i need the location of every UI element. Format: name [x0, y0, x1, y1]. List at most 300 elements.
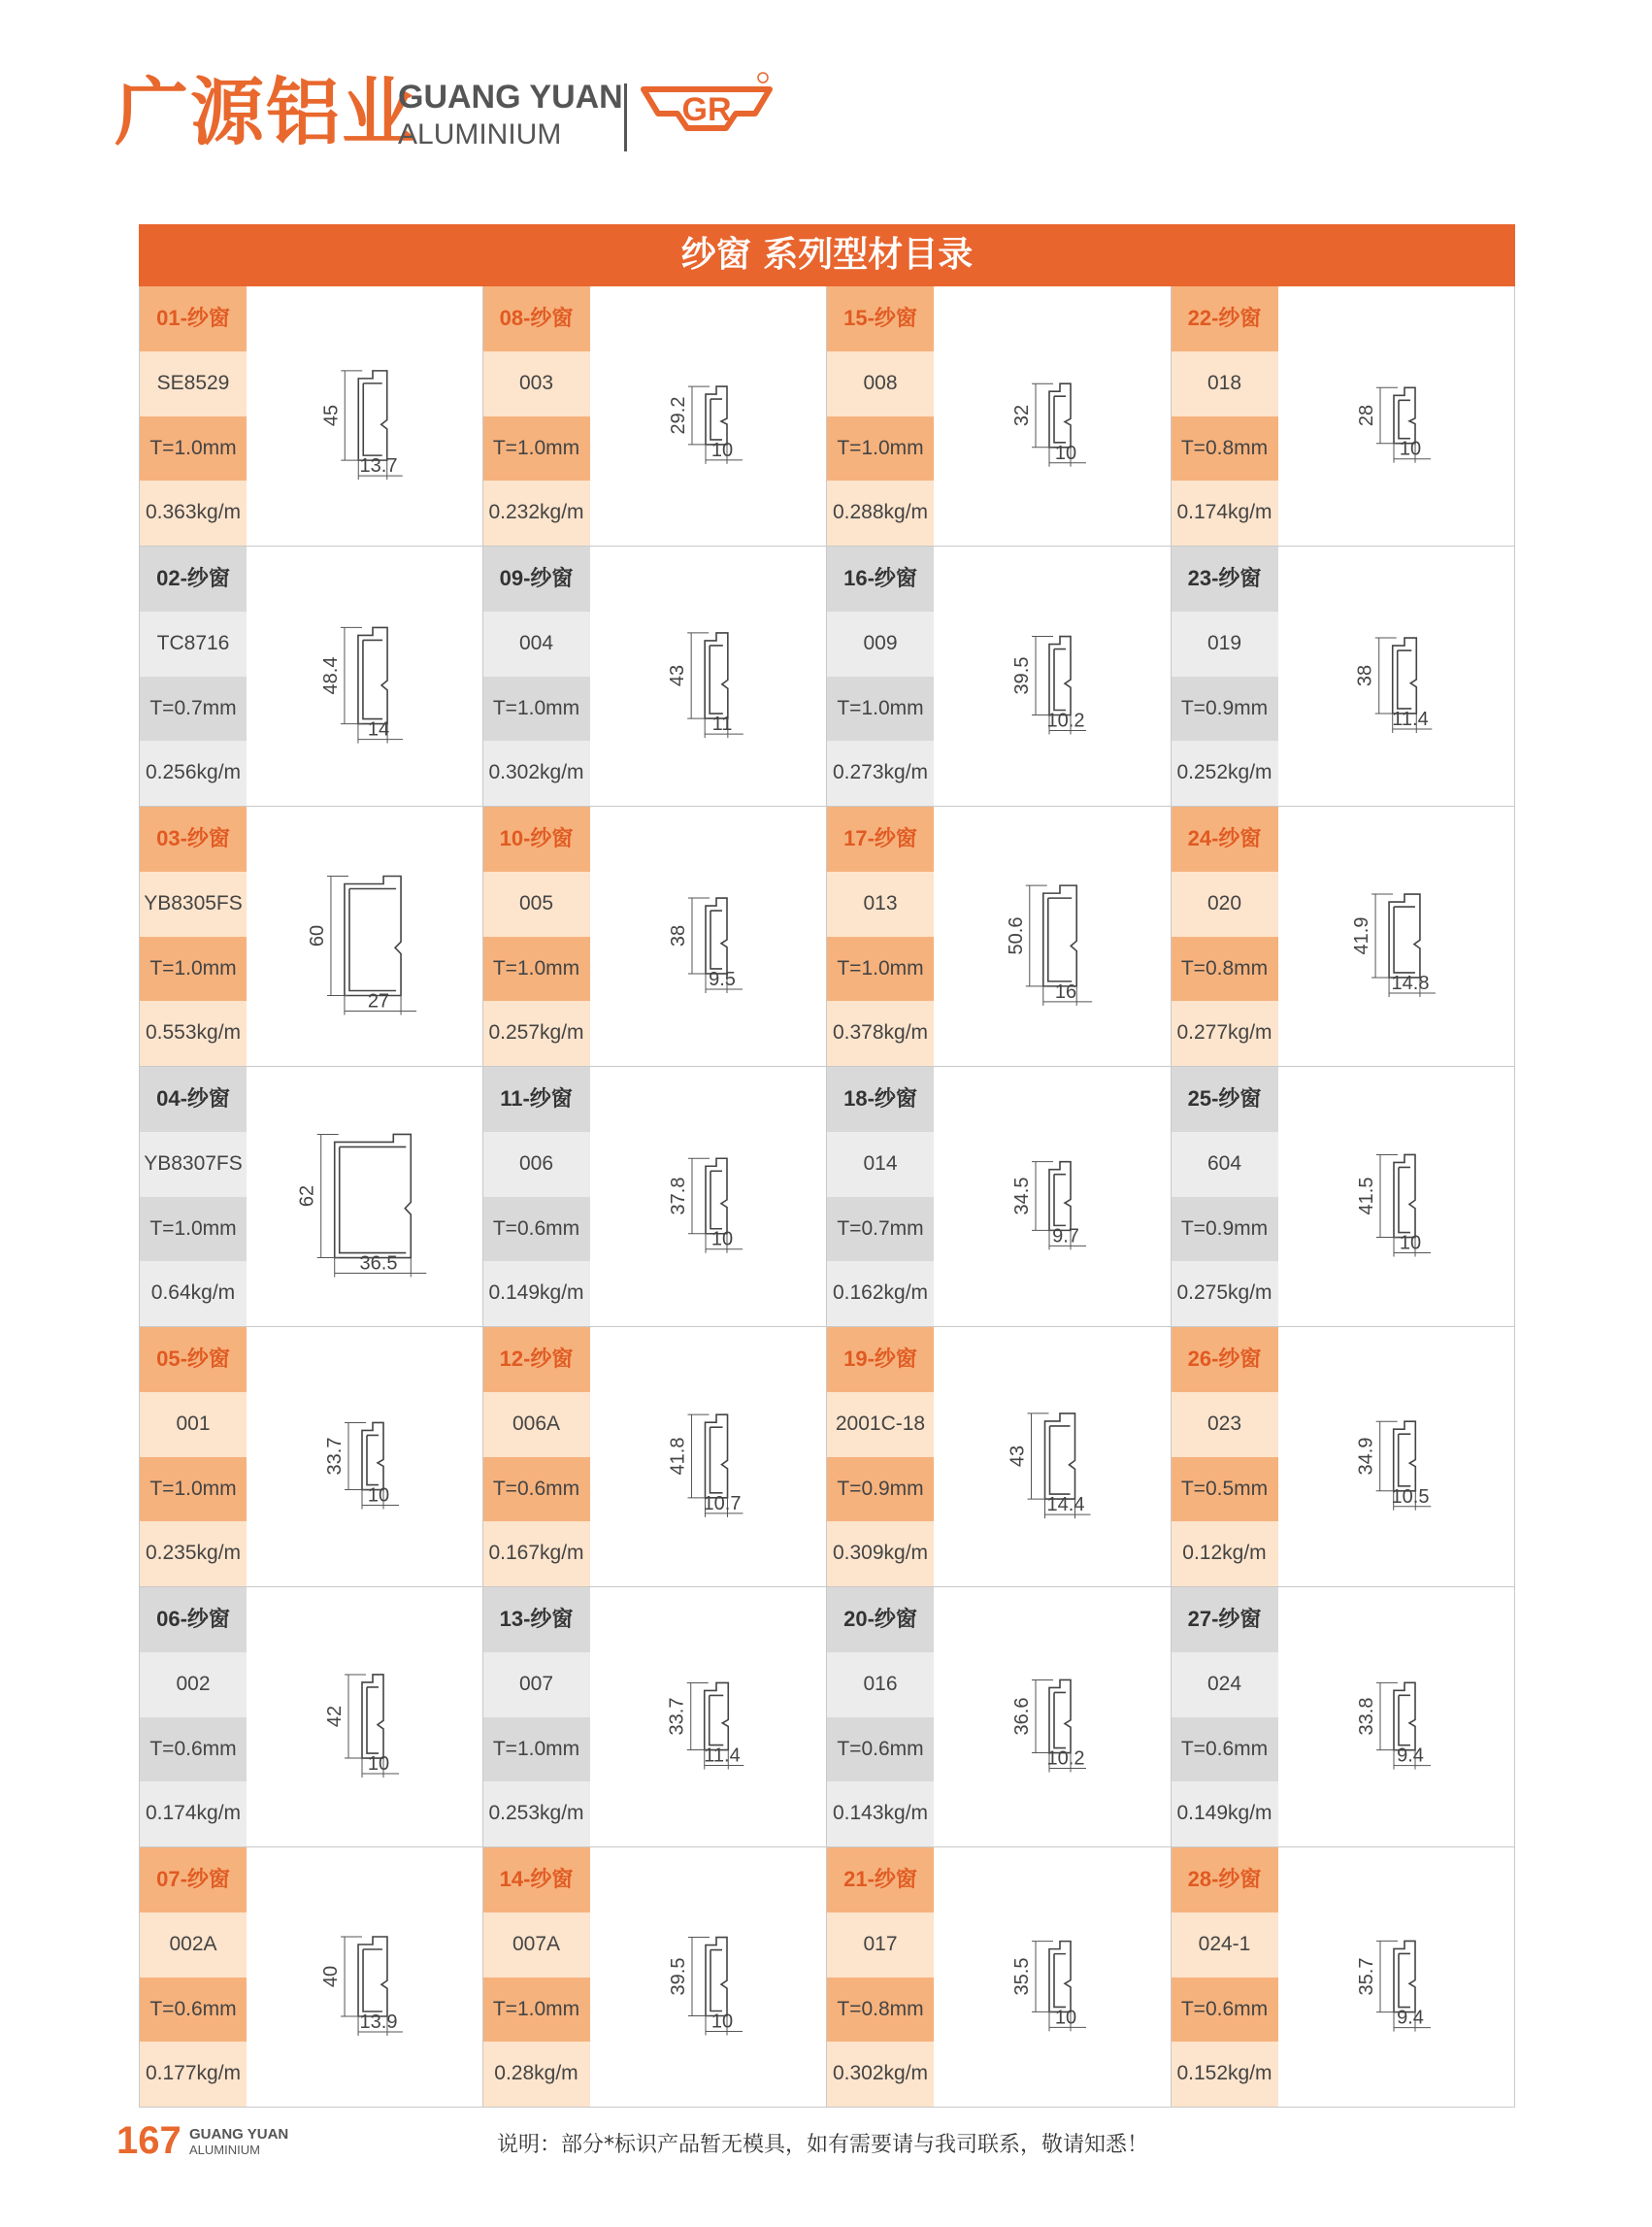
profile-cell	[827, 286, 1172, 547]
height-dimension-label: 41.9	[1350, 916, 1372, 955]
height-dimension-label: 60	[306, 924, 328, 947]
profile-section-diagram	[247, 807, 483, 1066]
profile-weight: 0.149kg/m	[1172, 1781, 1278, 1846]
profile-model: 002	[140, 1652, 247, 1717]
profile-section-diagram	[590, 1067, 827, 1326]
profile-section-diagram	[934, 807, 1171, 1066]
profile-outline	[1049, 1942, 1071, 2012]
profile-model: 604	[1172, 1132, 1278, 1197]
catalog-title: 纱窗 系列型材目录	[139, 224, 1515, 286]
profile-model: 006A	[483, 1392, 590, 1457]
profile-cell	[483, 1847, 828, 2108]
profile-weight: 0.64kg/m	[140, 1261, 247, 1326]
width-dimension-label: 10.2	[1046, 710, 1085, 732]
width-dimension-label: 10	[710, 1228, 733, 1250]
profile-section-diagram	[247, 1847, 483, 2107]
profile-code: 01-纱窗	[140, 286, 247, 351]
profile-outline	[1394, 1682, 1415, 1749]
profile-thickness: T=1.0mm	[140, 937, 247, 1002]
profile-section-diagram	[1278, 1067, 1515, 1326]
profile-thickness: T=0.6mm	[483, 1197, 590, 1262]
profile-cell	[139, 1847, 483, 2108]
profile-weight: 0.275kg/m	[1172, 1261, 1278, 1326]
profile-weight: 0.12kg/m	[1172, 1521, 1278, 1586]
profile-outline	[706, 1938, 727, 2016]
profile-code: 23-纱窗	[1172, 547, 1278, 612]
profile-thickness: T=1.0mm	[827, 937, 934, 1002]
profile-thickness: T=1.0mm	[483, 677, 590, 742]
profile-drawing	[1278, 1067, 1515, 1326]
height-dimension-label: 32	[1011, 404, 1033, 427]
profile-thickness: T=0.8mm	[1172, 937, 1278, 1002]
profile-outline	[1392, 638, 1416, 714]
profile-model: 009	[827, 612, 934, 677]
profile-drawing	[1278, 1847, 1515, 2107]
profile-section-diagram	[1278, 1847, 1515, 2107]
height-dimension-label: 33.7	[666, 1697, 688, 1736]
brand-name-en-line1: GUANG YUAN	[398, 79, 623, 116]
profile-code: 20-纱窗	[827, 1587, 934, 1652]
profile-code: 17-纱窗	[827, 807, 934, 872]
height-dimension-label: 42	[324, 1705, 346, 1728]
height-dimension-label: 37.8	[667, 1177, 689, 1215]
profile-code: 28-纱窗	[1172, 1847, 1278, 1912]
profile-weight: 0.167kg/m	[483, 1521, 590, 1586]
profile-model: 003	[483, 351, 590, 416]
profile-code: 27-纱窗	[1172, 1587, 1278, 1652]
profile-outline	[335, 1134, 412, 1257]
profile-drawing	[247, 547, 483, 806]
profile-info	[1172, 1067, 1278, 1326]
profile-section-diagram	[590, 1847, 827, 2107]
profile-cell	[827, 1067, 1172, 1327]
profile-thickness: T=1.0mm	[483, 1717, 590, 1782]
profile-cell	[827, 1587, 1172, 1847]
profile-thickness: T=1.0mm	[483, 1978, 590, 2043]
profile-cell	[827, 807, 1172, 1067]
width-dimension-label: 10	[710, 439, 733, 461]
profile-outline	[1389, 894, 1420, 978]
profile-model: SE8529	[140, 351, 247, 416]
profile-weight: 0.363kg/m	[140, 481, 247, 546]
profile-weight: 0.553kg/m	[140, 1001, 247, 1066]
profile-outline	[1393, 1421, 1415, 1491]
height-dimension-label: 33.7	[324, 1437, 346, 1476]
profile-drawing	[1278, 1327, 1515, 1586]
profile-info	[1172, 1327, 1278, 1586]
width-dimension-label: 10	[1054, 2007, 1077, 2029]
width-dimension-label: 10	[710, 2011, 733, 2033]
company-logo-icon	[639, 70, 775, 157]
profile-section-diagram	[1278, 807, 1515, 1066]
profile-outline	[706, 386, 727, 445]
profile-thickness: T=0.5mm	[1172, 1457, 1278, 1522]
profile-info	[827, 807, 934, 1066]
profile-drawing	[1278, 1587, 1515, 1846]
profile-section-diagram	[590, 547, 827, 806]
profile-thickness: T=0.9mm	[1172, 677, 1278, 742]
profile-model: 005	[483, 872, 590, 937]
profile-thickness: T=0.9mm	[1172, 1197, 1278, 1262]
width-dimension-label: 11.4	[703, 1745, 741, 1767]
profile-outline	[706, 898, 727, 974]
profile-drawing	[247, 286, 483, 546]
width-dimension-label: 10	[1054, 442, 1077, 464]
profile-outline	[358, 1937, 387, 2016]
profile-thickness: T=0.7mm	[827, 1197, 934, 1262]
profile-outline	[362, 1422, 383, 1489]
profile-drawing	[934, 547, 1171, 806]
brand-name-cn: 广源铝业	[115, 69, 417, 155]
profile-code: 02-纱窗	[140, 547, 247, 612]
profile-thickness: T=0.8mm	[827, 1978, 934, 2043]
profile-info	[483, 1327, 590, 1586]
profile-info	[483, 1587, 590, 1846]
profile-info	[483, 286, 590, 546]
profile-info	[827, 547, 934, 806]
profile-info	[1172, 286, 1278, 546]
height-dimension-label: 40	[320, 1965, 343, 1988]
profile-weight: 0.273kg/m	[827, 741, 934, 806]
profile-weight: 0.162kg/m	[827, 1261, 934, 1326]
profile-cell	[1172, 547, 1516, 807]
profile-thickness: T=0.6mm	[483, 1457, 590, 1522]
profile-thickness: T=0.7mm	[140, 677, 247, 742]
profile-info	[140, 1847, 247, 2107]
profile-model: 018	[1172, 351, 1278, 416]
height-dimension-label: 34.9	[1355, 1437, 1377, 1476]
profile-drawing	[1278, 547, 1515, 806]
profile-code: 06-纱窗	[140, 1587, 247, 1652]
profile-cell	[483, 547, 828, 807]
page-header	[115, 70, 794, 157]
profile-weight: 0.378kg/m	[827, 1001, 934, 1066]
profile-drawing	[590, 1847, 827, 2107]
profile-model: 008	[827, 351, 934, 416]
profile-code: 13-纱窗	[483, 1587, 590, 1652]
profile-info	[827, 286, 934, 546]
profile-thickness: T=0.9mm	[827, 1457, 934, 1522]
profile-model: 023	[1172, 1392, 1278, 1457]
profile-section-diagram	[590, 807, 827, 1066]
profile-outline	[1045, 1413, 1075, 1499]
footer-note: 说明：部分*标识产品暂无模具，如有需要请与我司联系，敬请知悉！	[497, 2133, 1149, 2157]
profile-section-diagram	[247, 1587, 483, 1846]
width-dimension-label: 10.7	[703, 1492, 741, 1514]
profile-drawing	[247, 1587, 483, 1846]
footer-brand-line2: ALUMINIUM	[189, 2143, 260, 2157]
profile-model: 001	[140, 1392, 247, 1457]
width-dimension-label: 9.4	[1396, 1745, 1424, 1767]
profile-code: 18-纱窗	[827, 1067, 934, 1132]
profile-cell	[1172, 1847, 1516, 2108]
height-dimension-label: 29.2	[667, 396, 689, 435]
profile-drawing	[247, 807, 483, 1066]
width-dimension-label: 10.5	[1391, 1485, 1429, 1508]
profile-section-diagram	[934, 1067, 1171, 1326]
profile-outline	[1049, 383, 1071, 448]
profile-outline	[706, 1158, 727, 1233]
width-dimension-label: 36.5	[359, 1252, 398, 1275]
profile-thickness: T=0.6mm	[140, 1978, 247, 2043]
width-dimension-label: 9.4	[1396, 2007, 1424, 2029]
catalog-table	[139, 224, 1515, 2108]
profile-section-diagram	[1278, 286, 1515, 546]
profile-code: 25-纱窗	[1172, 1067, 1278, 1132]
profile-weight: 0.252kg/m	[1172, 741, 1278, 806]
profile-drawing	[247, 1067, 483, 1326]
profile-drawing	[1278, 286, 1515, 546]
profile-info	[140, 286, 247, 546]
height-dimension-label: 39.5	[1011, 656, 1033, 695]
profile-section-diagram	[934, 286, 1171, 546]
profile-model: 016	[827, 1652, 934, 1717]
profile-model: 2001C-18	[827, 1392, 934, 1457]
profile-drawing	[934, 807, 1171, 1066]
page-number: 167	[116, 2119, 182, 2162]
profile-cell	[1172, 1587, 1516, 1847]
height-dimension-label: 62	[296, 1184, 318, 1208]
width-dimension-label: 11	[711, 714, 732, 736]
profile-section-diagram	[1278, 1327, 1515, 1586]
height-dimension-label: 45	[320, 404, 343, 427]
profile-outline	[345, 877, 401, 996]
profile-code: 07-纱窗	[140, 1847, 247, 1912]
profile-drawing	[590, 286, 827, 546]
profile-weight: 0.257kg/m	[483, 1001, 590, 1066]
profile-cell	[483, 1587, 828, 1847]
profile-weight: 0.235kg/m	[140, 1521, 247, 1586]
profile-section-diagram	[590, 286, 827, 546]
profile-info	[1172, 807, 1278, 1066]
profile-outline	[358, 371, 386, 460]
profile-section-diagram	[247, 547, 483, 806]
profile-model: 002A	[140, 1912, 247, 1978]
profile-section-diagram	[247, 286, 483, 546]
profile-drawing	[934, 1327, 1171, 1586]
profile-model: 006	[483, 1132, 590, 1197]
profile-outline	[1049, 1162, 1071, 1231]
profile-cell	[1172, 286, 1516, 547]
height-dimension-label: 39.5	[667, 1957, 689, 1996]
profile-outline	[1043, 885, 1076, 986]
profile-info	[483, 1067, 590, 1326]
profile-model: 019	[1172, 612, 1278, 677]
profile-code: 09-纱窗	[483, 547, 590, 612]
profile-weight: 0.152kg/m	[1172, 2042, 1278, 2107]
profile-cell	[827, 1847, 1172, 2108]
profile-info	[1172, 547, 1278, 806]
profile-cell	[483, 286, 828, 547]
height-dimension-label: 50.6	[1005, 916, 1027, 955]
width-dimension-label: 10	[367, 1753, 390, 1776]
profile-cell	[139, 1587, 483, 1847]
width-dimension-label: 13.9	[359, 2011, 398, 2033]
profile-info	[140, 807, 247, 1066]
profile-code: 24-纱窗	[1172, 807, 1278, 872]
profile-weight: 0.288kg/m	[827, 481, 934, 546]
profile-cell	[1172, 807, 1516, 1067]
profile-outline	[1049, 637, 1071, 715]
profile-cell	[139, 286, 483, 547]
profile-cell	[1172, 1327, 1516, 1587]
brand-name-en-line2: ALUMINIUM	[398, 118, 562, 150]
profile-model: 017	[827, 1912, 934, 1978]
profile-thickness: T=1.0mm	[827, 416, 934, 482]
width-dimension-label: 14	[367, 718, 390, 741]
profile-section-diagram	[934, 1847, 1171, 2107]
profile-outline	[705, 1414, 727, 1498]
profile-weight: 0.143kg/m	[827, 1781, 934, 1846]
profile-section-diagram	[934, 547, 1171, 806]
profile-drawing	[247, 1847, 483, 2107]
profile-thickness: T=0.6mm	[1172, 1717, 1278, 1782]
profile-model: 013	[827, 872, 934, 937]
profile-section-diagram	[590, 1587, 827, 1846]
profile-info	[827, 1327, 934, 1586]
width-dimension-label: 10	[367, 1484, 390, 1507]
height-dimension-label: 35.7	[1355, 1957, 1377, 1996]
height-dimension-label: 36.6	[1011, 1697, 1033, 1736]
profile-cell	[827, 547, 1172, 807]
profile-code: 22-纱窗	[1172, 286, 1278, 351]
width-dimension-label: 9.7	[1052, 1225, 1079, 1247]
profile-code: 11-纱窗	[483, 1067, 590, 1132]
profile-outline	[1394, 1941, 1415, 2011]
svg-text:GR: GR	[681, 91, 732, 128]
profile-cell	[139, 1327, 483, 1587]
profile-weight: 0.302kg/m	[483, 741, 590, 806]
profile-weight: 0.277kg/m	[1172, 1001, 1278, 1066]
catalog-grid	[139, 286, 1515, 2108]
brand-divider	[624, 83, 627, 151]
profile-cell	[483, 1327, 828, 1587]
profile-section-diagram	[934, 1587, 1171, 1846]
profile-weight: 0.174kg/m	[1172, 481, 1278, 546]
profile-drawing	[590, 547, 827, 806]
height-dimension-label: 28	[1355, 404, 1377, 427]
profile-info	[827, 1587, 934, 1846]
profile-code: 14-纱窗	[483, 1847, 590, 1912]
profile-weight: 0.232kg/m	[483, 481, 590, 546]
profile-info	[483, 807, 590, 1066]
height-dimension-label: 38	[667, 924, 689, 947]
profile-section-diagram	[247, 1067, 483, 1326]
width-dimension-label: 10	[1399, 1232, 1421, 1254]
profile-model: 020	[1172, 872, 1278, 937]
profile-drawing	[247, 1327, 483, 1586]
profile-thickness: T=1.0mm	[140, 1197, 247, 1262]
profile-drawing	[934, 1587, 1171, 1846]
profile-outline	[362, 1675, 383, 1758]
profile-section-diagram	[1278, 1587, 1515, 1846]
profile-model: 014	[827, 1132, 934, 1197]
profile-info	[483, 1847, 590, 2107]
height-dimension-label: 48.4	[319, 656, 342, 695]
width-dimension-label: 9.5	[708, 968, 736, 990]
profile-code: 05-纱窗	[140, 1327, 247, 1392]
profile-drawing	[1278, 807, 1515, 1066]
profile-cell	[483, 807, 828, 1067]
profile-drawing	[934, 1847, 1171, 2107]
width-dimension-label: 16	[1054, 981, 1077, 1003]
profile-outline	[1394, 387, 1415, 443]
height-dimension-label: 41.8	[666, 1437, 688, 1476]
profile-drawing	[590, 1587, 827, 1846]
profile-outline	[1394, 1154, 1415, 1237]
profile-drawing	[590, 1067, 827, 1326]
profile-thickness: T=0.6mm	[1172, 1978, 1278, 2043]
profile-model: 007A	[483, 1912, 590, 1978]
profile-code: 10-纱窗	[483, 807, 590, 872]
profile-section-diagram	[247, 1327, 483, 1586]
profile-weight: 0.256kg/m	[140, 741, 247, 806]
width-dimension-label: 11.4	[1391, 708, 1429, 730]
height-dimension-label: 41.5	[1355, 1177, 1377, 1215]
profile-model: 004	[483, 612, 590, 677]
profile-cell	[827, 1327, 1172, 1587]
profile-thickness: T=0.8mm	[1172, 416, 1278, 482]
profile-code: 08-纱窗	[483, 286, 590, 351]
profile-cell	[139, 547, 483, 807]
profile-code: 12-纱窗	[483, 1327, 590, 1392]
profile-info	[140, 1587, 247, 1846]
profile-weight: 0.253kg/m	[483, 1781, 590, 1846]
profile-thickness: T=1.0mm	[827, 677, 934, 742]
profile-weight: 0.302kg/m	[827, 2042, 934, 2107]
profile-section-diagram	[590, 1327, 827, 1586]
profile-thickness: T=1.0mm	[483, 937, 590, 1002]
profile-info	[1172, 1847, 1278, 2107]
profile-thickness: T=0.6mm	[140, 1717, 247, 1782]
profile-cell	[139, 807, 483, 1067]
profile-model: 024	[1172, 1652, 1278, 1717]
profile-outline	[705, 633, 728, 718]
height-dimension-label: 35.5	[1011, 1957, 1033, 1996]
height-dimension-label: 38	[1354, 664, 1376, 687]
width-dimension-label: 10	[1399, 438, 1421, 460]
profile-thickness: T=0.6mm	[827, 1717, 934, 1782]
width-dimension-label: 13.7	[359, 455, 398, 478]
profile-code: 19-纱窗	[827, 1327, 934, 1392]
profile-code: 26-纱窗	[1172, 1327, 1278, 1392]
profile-drawing	[590, 807, 827, 1066]
profile-section-diagram	[934, 1327, 1171, 1586]
footer-brand-line1: GUANG YUAN	[189, 2126, 289, 2143]
profile-outline	[358, 627, 387, 723]
profile-info	[140, 547, 247, 806]
profile-info	[483, 547, 590, 806]
profile-weight: 0.28kg/m	[483, 2042, 590, 2107]
profile-info	[827, 1067, 934, 1326]
width-dimension-label: 27	[367, 990, 390, 1013]
profile-code: 03-纱窗	[140, 807, 247, 872]
profile-info	[827, 1847, 934, 2107]
profile-weight: 0.309kg/m	[827, 1521, 934, 1586]
profile-weight: 0.149kg/m	[483, 1261, 590, 1326]
profile-thickness: T=1.0mm	[140, 1457, 247, 1522]
height-dimension-label: 34.5	[1011, 1177, 1033, 1215]
width-dimension-label: 10.2	[1046, 1747, 1085, 1770]
profile-thickness: T=1.0mm	[140, 416, 247, 482]
profile-cell	[1172, 1067, 1516, 1327]
profile-section-diagram	[1278, 547, 1515, 806]
height-dimension-label: 33.8	[1355, 1697, 1377, 1736]
profile-outline	[1049, 1679, 1071, 1752]
height-dimension-label: 43	[666, 664, 688, 687]
profile-model: TC8716	[140, 612, 247, 677]
profile-drawing	[934, 1067, 1171, 1326]
